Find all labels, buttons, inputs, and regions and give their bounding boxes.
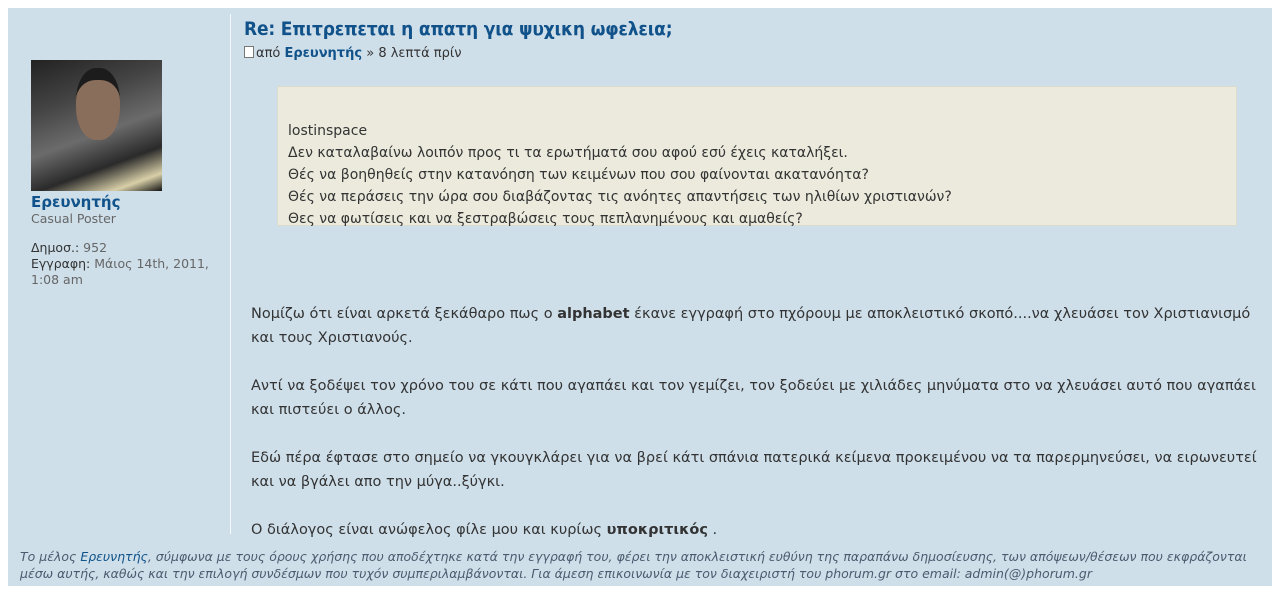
post-meta — [244, 46, 1264, 61]
joined-label: Εγγραφη: — [31, 256, 91, 271]
text: Νομίζω ότι είναι αρκετά ξεκάθαρο πως ο — [251, 306, 558, 322]
meta-sep: » — [366, 46, 375, 61]
paragraph — [251, 518, 1261, 542]
quote-line: lostinspace — [288, 123, 368, 139]
quote-line: Θες να φωτίσεις και να ξεστραβώσεις τους πεπλανημένους και αμαθείς? — [288, 211, 803, 227]
quote-line: Δεν καταλαβαίνω λοιπόν προς τι τα ερωτήματά σου αφού εσύ έχεις καταλήξει. — [288, 145, 848, 161]
paragraph: Εδώ πέρα έφτασε στο σημείο να γκουγκλάρει για να βρεί κάτι σπάνια πατερικά κείμενα προκειμένου να τα παρερμηνεύσει, να ειρωνευτεί και να βγάλει απο την μύγα..ξύγκι. — [251, 450, 1257, 490]
profile-rank: Casual Poster — [31, 211, 116, 226]
post-content — [244, 18, 1264, 538]
posts-value: 952 — [83, 240, 108, 255]
text: έκανε εγγραφή στο πχόρουμ με αποκλειστικό σκοπό....να χλευάσει τον Χριστιανισμό και τους Χριστιανούς. — [251, 306, 1251, 346]
post-profile — [31, 60, 221, 288]
disclaimer — [20, 548, 1270, 582]
meta-time: 8 λεπτά πρίν — [378, 46, 462, 61]
paragraph — [251, 302, 1261, 350]
post-panel — [8, 8, 1272, 586]
bold-text: υποκριτικός — [606, 522, 708, 538]
bold-text: alphabet — [557, 306, 630, 322]
text: Το μέλος — [20, 549, 81, 564]
paragraph: Αντί να ξοδέψει τον χρόνο του σε κάτι που αγαπάει και τον γεμίζει, τον ξοδεύει με χιλιάδες μηνύματα στο να χλευάσει αυτό που αγαπάει και πιστεύει ο άλλος. — [251, 378, 1256, 418]
profile-username[interactable]: Ερευνητής — [31, 193, 121, 211]
quote-line: Θές να περάσεις την ώρα σου διαβάζοντας τις ανόητες απαντήσεις των ηλιθίων χριστιανών? — [288, 189, 952, 205]
post-icon[interactable] — [244, 46, 254, 58]
quote-block — [277, 86, 1237, 226]
text: Ο διάλογος είναι ανώφελος φίλε μου και κυρίως — [251, 522, 607, 538]
post-title[interactable]: Re: Επιτρεπεται η απατη για ψυχικη ωφελεια; — [244, 18, 673, 40]
meta-by: από — [256, 46, 281, 61]
post-body — [251, 302, 1261, 566]
text: , σύμφωνα με τους όρους χρήσης που αποδέχτηκε κατά την εγγραφή του, φέρει την αποκλειστική ευθύνη της παραπάνω δημοσίευσης, των απόψεων/θέσεων που εκφράζονται μέσω αυτής, καθώς και την επιλογή συνδέσμων που τυχόν συμπεριλαμβάνονται. Για άμεση επικοινωνία με τον διαχειριστή του phorum.gr στο email: admin(@)phorum.gr — [20, 549, 1247, 581]
meta-author[interactable]: Ερευνητής — [284, 46, 363, 61]
avatar[interactable] — [31, 60, 162, 191]
joined-value: Μάιος 14th, 2011, 1:08 am — [31, 256, 209, 287]
disclaimer-username[interactable]: Ερευνητής — [80, 549, 148, 564]
column-divider — [230, 14, 231, 534]
text: . — [707, 522, 718, 538]
avatar-figure — [76, 68, 120, 140]
quote-line: Θές να βοηθηθείς στην κατανόηση των κειμένων που σου φαίνονται ακατανόητα? — [288, 167, 869, 183]
posts-label: Δημοσ.: — [31, 240, 80, 255]
